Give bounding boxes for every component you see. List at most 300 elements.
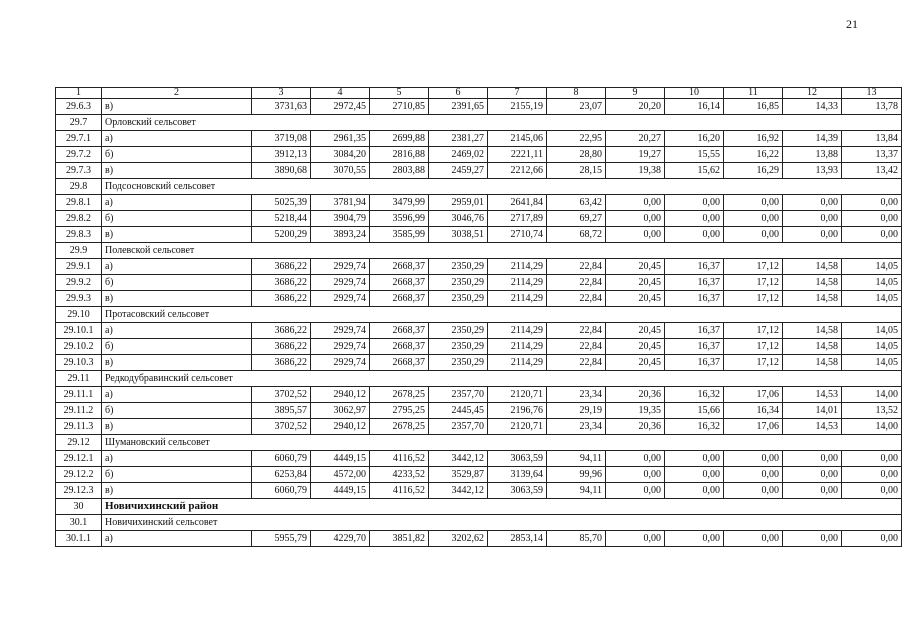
value-cell: 3731,63: [252, 99, 311, 115]
value-cell: 0,00: [724, 195, 783, 211]
table-row: [56, 131, 902, 147]
value-cell: 16,37: [665, 259, 724, 275]
value-cell: 2350,29: [429, 355, 488, 371]
value-cell: 22,84: [547, 355, 606, 371]
row-code: 29.11.3: [56, 419, 102, 435]
table-row: [56, 451, 902, 467]
value-cell: 3686,22: [252, 259, 311, 275]
value-cell: 0,00: [842, 211, 902, 227]
column-header: 8: [547, 88, 606, 99]
value-cell: 14,01: [783, 403, 842, 419]
section-row: [56, 243, 902, 259]
value-cell: 2155,19: [488, 99, 547, 115]
value-cell: 6060,79: [252, 451, 311, 467]
row-variant: б): [102, 275, 252, 291]
value-cell: 4116,52: [370, 451, 429, 467]
row-code: 29.9.1: [56, 259, 102, 275]
value-cell: 0,00: [783, 227, 842, 243]
value-cell: 16,37: [665, 275, 724, 291]
value-cell: 2678,25: [370, 419, 429, 435]
table-row: [56, 387, 902, 403]
value-cell: 0,00: [842, 195, 902, 211]
table-row: [56, 99, 902, 115]
table-row: [56, 467, 902, 483]
value-cell: 3719,08: [252, 131, 311, 147]
value-cell: 16,37: [665, 339, 724, 355]
value-cell: 3062,97: [311, 403, 370, 419]
value-cell: 2350,29: [429, 339, 488, 355]
value-cell: 13,78: [842, 99, 902, 115]
value-cell: 3702,52: [252, 419, 311, 435]
value-cell: 14,05: [842, 323, 902, 339]
row-variant: а): [102, 131, 252, 147]
value-cell: 3529,87: [429, 467, 488, 483]
value-cell: 29,19: [547, 403, 606, 419]
value-cell: 15,55: [665, 147, 724, 163]
value-cell: 2445,45: [429, 403, 488, 419]
value-cell: 0,00: [606, 467, 665, 483]
row-code: 29.8.3: [56, 227, 102, 243]
value-cell: 2350,29: [429, 259, 488, 275]
value-cell: 3063,59: [488, 451, 547, 467]
value-cell: 0,00: [724, 531, 783, 547]
value-cell: 2959,01: [429, 195, 488, 211]
value-cell: 2221,11: [488, 147, 547, 163]
row-code: 29.7.1: [56, 131, 102, 147]
column-header: 12: [783, 88, 842, 99]
value-cell: 0,00: [724, 451, 783, 467]
table-row: [56, 147, 902, 163]
value-cell: 94,11: [547, 483, 606, 499]
section-title: Редкодубравинский сельсовет: [102, 371, 902, 387]
value-cell: 14,05: [842, 339, 902, 355]
value-cell: 3585,99: [370, 227, 429, 243]
row-code: 29.9.3: [56, 291, 102, 307]
value-cell: 17,06: [724, 387, 783, 403]
value-cell: 63,42: [547, 195, 606, 211]
value-cell: 2668,37: [370, 291, 429, 307]
row-variant: б): [102, 339, 252, 355]
value-cell: 14,58: [783, 275, 842, 291]
value-cell: 0,00: [842, 467, 902, 483]
value-cell: 3686,22: [252, 355, 311, 371]
value-cell: 0,00: [842, 227, 902, 243]
section-title: Новичихинский район: [102, 499, 902, 515]
row-code: 29.8.2: [56, 211, 102, 227]
value-cell: 2120,71: [488, 387, 547, 403]
value-cell: 4229,70: [311, 531, 370, 547]
value-cell: 22,84: [547, 291, 606, 307]
value-cell: 14,58: [783, 355, 842, 371]
section-row: [56, 179, 902, 195]
value-cell: 3702,52: [252, 387, 311, 403]
value-cell: 14,58: [783, 339, 842, 355]
value-cell: 16,37: [665, 291, 724, 307]
value-cell: 0,00: [842, 483, 902, 499]
value-cell: 3442,12: [429, 451, 488, 467]
value-cell: 2350,29: [429, 275, 488, 291]
value-cell: 2929,74: [311, 355, 370, 371]
value-cell: 16,29: [724, 163, 783, 179]
value-cell: 3063,59: [488, 483, 547, 499]
value-cell: 2212,66: [488, 163, 547, 179]
column-header: 4: [311, 88, 370, 99]
value-cell: 2114,29: [488, 355, 547, 371]
value-cell: 28,80: [547, 147, 606, 163]
row-code: 29.8.1: [56, 195, 102, 211]
value-cell: 0,00: [783, 211, 842, 227]
value-cell: 2710,85: [370, 99, 429, 115]
value-cell: 99,96: [547, 467, 606, 483]
value-cell: 0,00: [606, 227, 665, 243]
column-header: 10: [665, 88, 724, 99]
value-cell: 2357,70: [429, 387, 488, 403]
value-cell: 0,00: [783, 483, 842, 499]
value-cell: 22,84: [547, 323, 606, 339]
value-cell: 3890,68: [252, 163, 311, 179]
value-cell: 23,34: [547, 387, 606, 403]
table-row: [56, 211, 902, 227]
section-title: Новичихинский сельсовет: [102, 515, 902, 531]
value-cell: 0,00: [842, 451, 902, 467]
section-row: [56, 115, 902, 131]
tariff-table: [55, 87, 902, 547]
value-cell: 2710,74: [488, 227, 547, 243]
value-cell: 20,45: [606, 259, 665, 275]
column-header: 6: [429, 88, 488, 99]
row-code: 29.7.3: [56, 163, 102, 179]
value-cell: 2350,29: [429, 323, 488, 339]
row-variant: а): [102, 259, 252, 275]
value-cell: 85,70: [547, 531, 606, 547]
value-cell: 0,00: [724, 467, 783, 483]
row-code: 29.10: [56, 307, 102, 323]
row-code: 29.11.1: [56, 387, 102, 403]
value-cell: 14,05: [842, 291, 902, 307]
value-cell: 3912,13: [252, 147, 311, 163]
value-cell: 4572,00: [311, 467, 370, 483]
value-cell: 2972,45: [311, 99, 370, 115]
value-cell: 17,06: [724, 419, 783, 435]
value-cell: 3686,22: [252, 275, 311, 291]
table-row: [56, 163, 902, 179]
row-variant: б): [102, 211, 252, 227]
value-cell: 2803,88: [370, 163, 429, 179]
value-cell: 0,00: [606, 483, 665, 499]
value-cell: 0,00: [665, 211, 724, 227]
value-cell: 16,14: [665, 99, 724, 115]
value-cell: 0,00: [606, 531, 665, 547]
value-cell: 3070,55: [311, 163, 370, 179]
value-cell: 3781,94: [311, 195, 370, 211]
row-code: 30.1: [56, 515, 102, 531]
column-header: 9: [606, 88, 665, 99]
value-cell: 23,07: [547, 99, 606, 115]
row-code: 29.12.1: [56, 451, 102, 467]
value-cell: 0,00: [724, 211, 783, 227]
value-cell: 2381,27: [429, 131, 488, 147]
section-title: Протасовский сельсовет: [102, 307, 902, 323]
row-code: 30.1.1: [56, 531, 102, 547]
value-cell: 0,00: [783, 451, 842, 467]
value-cell: 0,00: [665, 467, 724, 483]
page-number: 21: [846, 17, 858, 31]
row-variant: в): [102, 355, 252, 371]
value-cell: 17,12: [724, 275, 783, 291]
value-cell: 0,00: [665, 451, 724, 467]
value-cell: 0,00: [842, 531, 902, 547]
value-cell: 5218,44: [252, 211, 311, 227]
value-cell: 19,35: [606, 403, 665, 419]
value-cell: 13,52: [842, 403, 902, 419]
row-code: 29.11: [56, 371, 102, 387]
value-cell: 20,45: [606, 275, 665, 291]
value-cell: 2961,35: [311, 131, 370, 147]
value-cell: 2350,29: [429, 291, 488, 307]
value-cell: 13,84: [842, 131, 902, 147]
value-cell: 0,00: [665, 195, 724, 211]
row-code: 29.9: [56, 243, 102, 259]
column-header: 2: [102, 88, 252, 99]
section-row: [56, 435, 902, 451]
value-cell: 2145,06: [488, 131, 547, 147]
value-cell: 2940,12: [311, 419, 370, 435]
table-row: [56, 227, 902, 243]
value-cell: 2668,37: [370, 323, 429, 339]
value-cell: 0,00: [783, 531, 842, 547]
value-cell: 4116,52: [370, 483, 429, 499]
value-cell: 94,11: [547, 451, 606, 467]
value-cell: 0,00: [665, 531, 724, 547]
table-row: [56, 275, 902, 291]
value-cell: 0,00: [606, 211, 665, 227]
section-row: [56, 371, 902, 387]
value-cell: 2699,88: [370, 131, 429, 147]
value-cell: 2469,02: [429, 147, 488, 163]
value-cell: 15,66: [665, 403, 724, 419]
value-cell: 2196,76: [488, 403, 547, 419]
value-cell: 20,36: [606, 387, 665, 403]
value-cell: 2929,74: [311, 339, 370, 355]
value-cell: 2668,37: [370, 259, 429, 275]
value-cell: 13,93: [783, 163, 842, 179]
row-code: 29.9.2: [56, 275, 102, 291]
value-cell: 2940,12: [311, 387, 370, 403]
value-cell: 17,12: [724, 259, 783, 275]
value-cell: 0,00: [606, 195, 665, 211]
value-cell: 20,45: [606, 291, 665, 307]
value-cell: 17,12: [724, 355, 783, 371]
value-cell: 28,15: [547, 163, 606, 179]
value-cell: 23,34: [547, 419, 606, 435]
value-cell: 16,32: [665, 419, 724, 435]
value-cell: 16,34: [724, 403, 783, 419]
table-row: [56, 259, 902, 275]
section-title: Подсосновский сельсовет: [102, 179, 902, 195]
value-cell: 2929,74: [311, 275, 370, 291]
row-variant: в): [102, 483, 252, 499]
section-title: Шумановский сельсовет: [102, 435, 902, 451]
row-variant: в): [102, 227, 252, 243]
section-row: [56, 307, 902, 323]
value-cell: 13,37: [842, 147, 902, 163]
section-row: [56, 499, 902, 515]
value-cell: 2853,14: [488, 531, 547, 547]
value-cell: 2795,25: [370, 403, 429, 419]
table-row: [56, 403, 902, 419]
value-cell: 68,72: [547, 227, 606, 243]
value-cell: 6060,79: [252, 483, 311, 499]
value-cell: 14,05: [842, 355, 902, 371]
value-cell: 3479,99: [370, 195, 429, 211]
value-cell: 20,20: [606, 99, 665, 115]
row-code: 29.10.1: [56, 323, 102, 339]
table-row: [56, 355, 902, 371]
section-title: Орловский сельсовет: [102, 115, 902, 131]
value-cell: 3893,24: [311, 227, 370, 243]
value-cell: 3895,57: [252, 403, 311, 419]
value-cell: 16,32: [665, 387, 724, 403]
row-code: 29.7.2: [56, 147, 102, 163]
value-cell: 2120,71: [488, 419, 547, 435]
value-cell: 5200,29: [252, 227, 311, 243]
value-cell: 16,20: [665, 131, 724, 147]
value-cell: 2357,70: [429, 419, 488, 435]
value-cell: 3038,51: [429, 227, 488, 243]
value-cell: 14,58: [783, 323, 842, 339]
column-header: 5: [370, 88, 429, 99]
value-cell: 14,58: [783, 259, 842, 275]
table-row: [56, 419, 902, 435]
value-cell: 2459,27: [429, 163, 488, 179]
value-cell: 3686,22: [252, 339, 311, 355]
value-cell: 3202,62: [429, 531, 488, 547]
value-cell: 20,45: [606, 323, 665, 339]
value-cell: 16,37: [665, 355, 724, 371]
row-variant: в): [102, 419, 252, 435]
value-cell: 17,12: [724, 323, 783, 339]
value-cell: 14,05: [842, 275, 902, 291]
value-cell: 15,62: [665, 163, 724, 179]
value-cell: 3046,76: [429, 211, 488, 227]
column-header: 3: [252, 88, 311, 99]
row-code: 29.6.3: [56, 99, 102, 115]
row-variant: б): [102, 467, 252, 483]
value-cell: 2668,37: [370, 339, 429, 355]
value-cell: 13,42: [842, 163, 902, 179]
value-cell: 14,00: [842, 387, 902, 403]
value-cell: 2929,74: [311, 291, 370, 307]
value-cell: 16,85: [724, 99, 783, 115]
value-cell: 2114,29: [488, 275, 547, 291]
row-variant: а): [102, 451, 252, 467]
value-cell: 22,84: [547, 259, 606, 275]
value-cell: 4449,15: [311, 483, 370, 499]
row-variant: а): [102, 195, 252, 211]
value-cell: 20,45: [606, 355, 665, 371]
row-variant: а): [102, 387, 252, 403]
section-row: [56, 515, 902, 531]
value-cell: 20,27: [606, 131, 665, 147]
value-cell: 69,27: [547, 211, 606, 227]
value-cell: 6253,84: [252, 467, 311, 483]
value-cell: 16,22: [724, 147, 783, 163]
row-code: 29.10.3: [56, 355, 102, 371]
row-variant: а): [102, 323, 252, 339]
value-cell: 14,05: [842, 259, 902, 275]
row-variant: в): [102, 163, 252, 179]
value-cell: 4449,15: [311, 451, 370, 467]
value-cell: 14,33: [783, 99, 842, 115]
value-cell: 19,38: [606, 163, 665, 179]
value-cell: 0,00: [606, 451, 665, 467]
column-header: 1: [56, 88, 102, 99]
row-variant: б): [102, 147, 252, 163]
table-row: [56, 531, 902, 547]
value-cell: 2929,74: [311, 323, 370, 339]
value-cell: 3139,64: [488, 467, 547, 483]
value-cell: 2114,29: [488, 291, 547, 307]
value-cell: 2114,29: [488, 323, 547, 339]
value-cell: 20,36: [606, 419, 665, 435]
column-header: 11: [724, 88, 783, 99]
value-cell: 3084,20: [311, 147, 370, 163]
value-cell: 22,84: [547, 275, 606, 291]
value-cell: 16,92: [724, 131, 783, 147]
value-cell: 0,00: [724, 227, 783, 243]
value-cell: 3686,22: [252, 323, 311, 339]
value-cell: 0,00: [783, 467, 842, 483]
row-code: 29.7: [56, 115, 102, 131]
row-variant: б): [102, 403, 252, 419]
value-cell: 13,88: [783, 147, 842, 163]
table-row: [56, 291, 902, 307]
value-cell: 3596,99: [370, 211, 429, 227]
row-code: 29.12.2: [56, 467, 102, 483]
value-cell: 0,00: [783, 195, 842, 211]
row-code: 29.12.3: [56, 483, 102, 499]
value-cell: 14,00: [842, 419, 902, 435]
column-header: 7: [488, 88, 547, 99]
row-code: 29.11.2: [56, 403, 102, 419]
row-code: 30: [56, 499, 102, 515]
value-cell: 20,45: [606, 339, 665, 355]
row-code: 29.10.2: [56, 339, 102, 355]
value-cell: 2668,37: [370, 355, 429, 371]
value-cell: 2678,25: [370, 387, 429, 403]
value-cell: 19,27: [606, 147, 665, 163]
row-code: 29.8: [56, 179, 102, 195]
row-variant: в): [102, 99, 252, 115]
value-cell: 2668,37: [370, 275, 429, 291]
value-cell: 2641,84: [488, 195, 547, 211]
section-title: Полевской сельсовет: [102, 243, 902, 259]
value-cell: 22,95: [547, 131, 606, 147]
row-code: 29.12: [56, 435, 102, 451]
value-cell: 17,12: [724, 291, 783, 307]
table-row: [56, 339, 902, 355]
value-cell: 3904,79: [311, 211, 370, 227]
value-cell: 5025,39: [252, 195, 311, 211]
value-cell: 3851,82: [370, 531, 429, 547]
table-row: [56, 195, 902, 211]
value-cell: 3686,22: [252, 291, 311, 307]
value-cell: 2391,65: [429, 99, 488, 115]
row-variant: а): [102, 531, 252, 547]
row-variant: в): [102, 291, 252, 307]
value-cell: 0,00: [665, 227, 724, 243]
table-row: [56, 323, 902, 339]
